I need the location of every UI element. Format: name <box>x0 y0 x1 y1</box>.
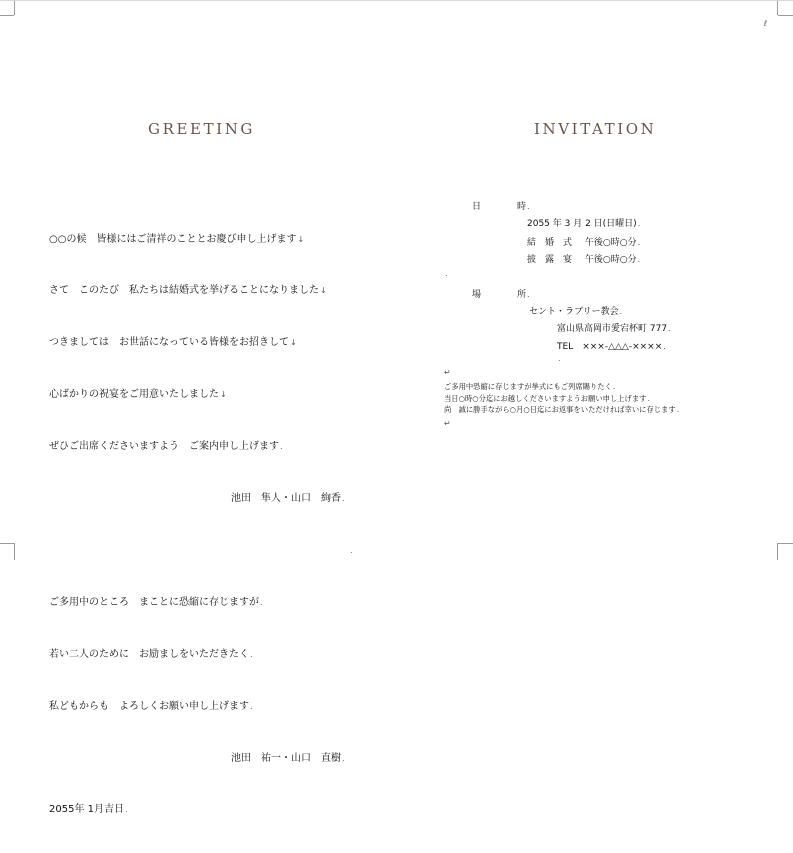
place-label: 場 所. <box>472 290 530 300</box>
note-line: 尚 誠に勝手ながら○月○日迄にお返事をいただければ幸いに存じます. <box>444 405 680 414</box>
crop-mark-top-right <box>777 1 778 15</box>
greeting-line: ぜひご出席くださいますよう ご案内申し上げます. <box>49 441 283 453</box>
ceremony-time: 午後○時○分 <box>584 238 637 248</box>
datetime-label: 日 時. <box>472 202 530 212</box>
greeting-text <box>49 196 353 853</box>
blank-line: . <box>445 269 448 278</box>
reception-label: 披 露 宴 <box>527 255 573 265</box>
paragraph-mark: ↵ <box>444 419 451 428</box>
invitation-title: INVITATION <box>534 120 657 138</box>
crop-mark-bottom-right <box>777 543 778 560</box>
reception-time: 午後○時○分 <box>584 255 637 265</box>
greeting-title: GREETING <box>148 120 256 138</box>
corner-mark: ℓ <box>763 19 767 28</box>
greeting-line: つきましては お世話になっている皆様をお招きして↓ <box>49 337 297 349</box>
paragraph-mark: ↵ <box>444 368 451 377</box>
note-line: 当日○時○分迄にお越しくださいますようお願い申し上げます. <box>444 393 650 403</box>
greeting-line: ご多用中のところ まことに恐縮に存じますが. <box>49 596 263 608</box>
greeting-signature-couple: 池田 隼人・山口 絢香. <box>231 493 345 505</box>
venue-address: 富山県高岡市愛宕杯町 777. <box>557 324 671 334</box>
venue-tel: TEL ×××-△△△-××××. <box>557 342 666 352</box>
greeting-line: さて このたび 私たちは結婚式を挙げることになりました↓ <box>49 285 327 297</box>
greeting-line: 私どもからも よろしくお願い申し上げます. <box>49 700 253 712</box>
crop-mark-bottom-left <box>14 543 15 560</box>
event-date: 2055 年 3 月 2 日(日曜日). <box>527 219 641 229</box>
invitation-notes <box>444 381 679 416</box>
crop-mark-top-left <box>14 1 15 15</box>
blank-line-2: . <box>558 354 561 363</box>
greeting-blank-line: . <box>350 545 353 555</box>
crop-mark-top-right-h <box>778 15 793 16</box>
crop-mark-bottom-left-h <box>0 543 14 544</box>
ceremony-row: 結 婚 式 午後○時○分. <box>527 238 641 248</box>
ceremony-label: 結 婚 式 <box>527 238 573 248</box>
reception-row: 披 露 宴 午後○時○分. <box>527 255 641 265</box>
greeting-line: ○○の候 皆様にはご清祥のこととお慶び申し上げます↓ <box>49 233 305 245</box>
crop-mark-bottom-right-h <box>778 543 793 544</box>
greeting-line: 若い二人のために お励ましをいただきたく. <box>49 648 253 660</box>
crop-mark-top-left-h <box>0 15 14 16</box>
greeting-signature-parents: 池田 祐一・山口 直樹. <box>231 752 345 764</box>
venue-name: セント・ラブリー教会. <box>529 307 623 317</box>
greeting-date: 2055年 1月吉日. <box>49 804 128 816</box>
note-line: ご多用中恐縮に存じますが挙式にもご列席賜りたく. <box>444 382 616 391</box>
greeting-line: 心ばかりの祝宴をご用意いたしました↓ <box>49 389 227 401</box>
